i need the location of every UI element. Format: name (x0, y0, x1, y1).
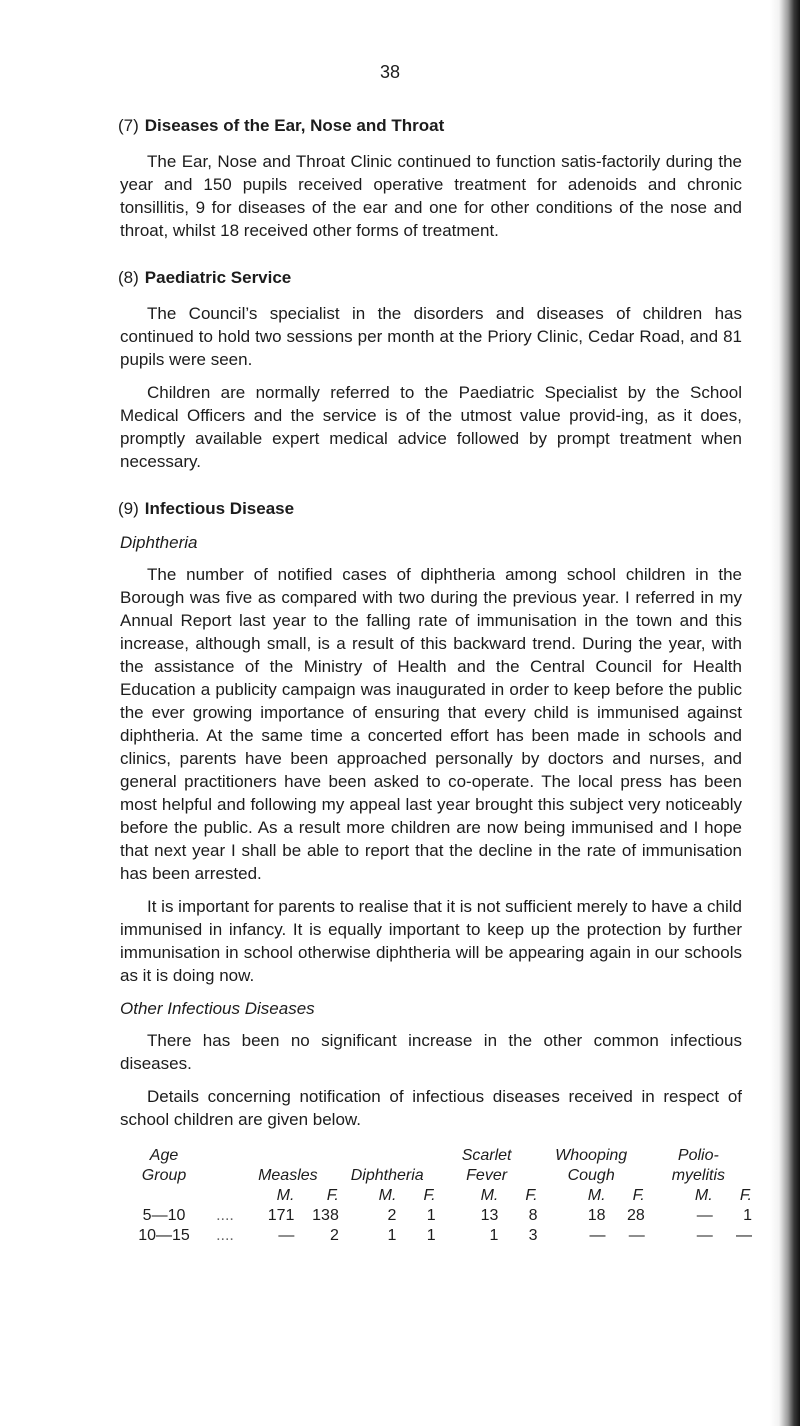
paragraph: The Ear, Nose and Throat Clinic continued to function satis-factorily during the year and 150 pupils received operative treatment for adenoids and chronic tonsillitis, 9 for diseases of the ear and one for other conditions of the nose and throat, whilst 18 received other forms of treatment. (120, 152, 742, 240)
page-number: 38 (379, 62, 401, 82)
table-row: 10—15 .... — 2 1 1 1 3 — — — — (138, 1227, 752, 1244)
paragraph: It is important for parents to realise that it is not sufficient merely to have a child immunised in infancy. It is equally important to keep up the protection by further immunisation in school otherwise diphtheria will be appearing again in our schools as it is doing now. (120, 897, 742, 985)
paragraph: The number of notified cases of diphtheria among school children in the Borough was five as compared with two during the previous year. I referred in my Annual Report last year to the falling rate of immunisation in the town and this increase, although small, is a result of this backward trend. During the year, with the assistance of the Ministry of Health and the Central Council for Health Education a publicity campaign was inaugurated in order to keep before the public the ever growing importance of ensuring that every child is immunised against diphtheria. At the same time a concerted effort has been made in schools and clinics, parents have been approached personally by doctors and nurses, and general practitioners have been asked to co-operate. The local press has been most helpful and following my appeal last year brought this subject very noticeably before the public. As a result more children are now being immunised and I hope that next year I shall be able to report that the decline in the rate of immunisation has been arrested. (120, 565, 742, 883)
page-binding-edge (770, 0, 800, 1426)
section-heading: (9) Infectious Disease (118, 499, 295, 518)
paragraph: Children are normally referred to the Paediatric Specialist by the School Medical Officers and the service is of the utmost value provid-ing, as it does, promptly available expert medical advice followed by prompt treatment when necessary. (120, 383, 742, 471)
table-header-row: Group Measles Diphtheria Fever Cough myelitis (141, 1167, 726, 1184)
table-header-row: Age Scarlet Whooping Polio- (149, 1147, 719, 1164)
document-body (120, 116, 742, 1157)
paragraph: Details concerning notification of infectious diseases received in respect of school children are given below. (120, 1087, 742, 1129)
table-sex-row: M. F. M. F. M. F. M. F. M. F. (276, 1187, 752, 1204)
section-ear-nose-throat (120, 116, 742, 242)
infectious-disease-table (112, 1146, 752, 1246)
section-infectious-disease (120, 499, 742, 1131)
paragraph: The Council’s specialist in the disorders and diseases of children has continued to hold two sessions per month at the Priory Clinic, Cedar Road, and 81 pupils were seen. (120, 304, 742, 369)
section-paediatric-service (120, 268, 742, 473)
subsection-title-diphtheria: Diphtheria (120, 533, 198, 552)
section-heading: (7) Diseases of the Ear, Nose and Throat (118, 116, 445, 135)
table-row: 5—10 .... 171 138 2 1 13 8 18 28 — 1 (142, 1207, 752, 1224)
paragraph: There has been no significant increase in the other common infectious diseases. (120, 1031, 742, 1073)
section-heading: (8) Paediatric Service (118, 268, 292, 287)
subsection-title-other-diseases: Other Infectious Diseases (120, 999, 315, 1018)
